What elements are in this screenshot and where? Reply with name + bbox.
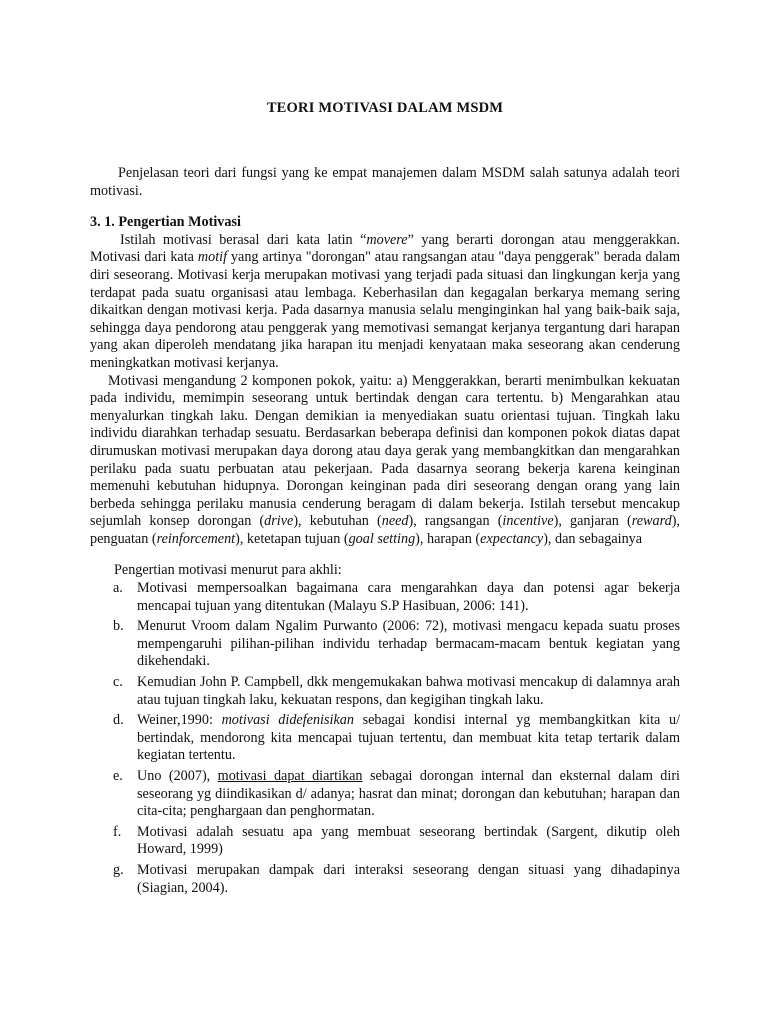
document-title: TEORI MOTIVASI DALAM MSDM (266, 100, 504, 116)
section-heading: 3. 1. Pengertian Motivasi (90, 214, 241, 231)
definition-item-a: a. Motivasi mempersoalkan bagaimana cara mengarahkan daya dan potensi agar bekerja mencapai tujuan yang ditentukan (Malayu S.P Hasibuan, 2006: 141). (113, 580, 680, 614)
definition-item-g: g. Motivasi merupakan dampak dari interaksi seseorang dengan situasi yang dihadapinya (Siagian, 2004). (113, 861, 680, 896)
definition-item-f: f. Motivasi adalah sesuatu apa yang membuat seseorang bertindak (Sargent, dikutip oleh Howard, 1999) (113, 823, 680, 858)
intro-paragraph: Penjelasan teori dari fungsi yang ke empat manajemen dalam MSDM salah satunya adalah teori motivasi. (90, 165, 680, 199)
definition-item-b: b. Menurut Vroom dalam Ngalim Purwanto (2006: 72), motivasi mengacu kepada suatu proses mempengaruhi pilihan-pilihan individu terhadap bermacam-macam bentuk kegiatan yang dikehendaki. (113, 618, 680, 670)
paragraph-definition: Istilah motivasi berasal dari kata latin “movere” yang berarti dorongan atau menggerakkan. Motivasi dari kata motif yang artinya "dorongan" atau rangsangan atau "daya penggerak" berada dalam diri seseorang. Motivasi kerja merupakan motivasi yang terjadi pada situasi dan lingkungan kerja yang terdapat pada suatu organisasi atau lembaga. Keberhasilan dan kegagalan berkarya memang sering dikaitkan dengan motivasi kerja. Pada dasarnya manusia selalu menginginkan hal yang baik-baik saja, sehingga daya pendorong atau penggerak yang memotivasi semangat kerjanya tergantung dari harapan yang akan diperoleh mendatang jika harapan itu menjadi kenyataan maka seseorang akan cenderung meningkatkan motivasi kerjanya. (90, 231, 680, 371)
definitions-list (90, 580, 680, 897)
definition-item-e: e. Uno (2007), motivasi dapat diartikan sebagai dorongan internal dan eksternal dalam diri seseorang yg diindikasikan d/ adanya; hasrat dan minat; dorongan dan kebutuhan; harapan dan cita-cita; penghargaan dan penghormatan. (113, 768, 680, 820)
definition-item-d: d. Weiner,1990: motivasi didefenisikan sebagai kondisi internal yg membangkitkan kita u/ bertindak, mendorong kita mencapai tujuan tertentu, dan membuat kita tetap tertarik dalam kegiatan tertentu. (113, 712, 681, 764)
paragraph-components: Motivasi mengandung 2 komponen pokok, yaitu: a) Menggerakkan, berarti menimbulkan kekuatan pada individu, memimpin seseorang untuk bertindak dengan cara tertentu. b) Mengarahkan atau menyalurkan tingkah laku. Dengan demikian ia menyediakan suatu orientasi tujuan. Tingkah laku individu diarahkan terhadap sesuatu. Berdasarkan beberapa definisi dan komponen pokok diatas dapat dirumuskan motivasi merupakan daya dorong atau daya gerak yang membangkitkan dan mengarahkan perilaku pada suatu perbuatan atau pekerjaan. Pada dasarnya seorang bekerja karena keinginan memenuhi kebutuhan hidupnya. Dorongan keinginan pada diri seseorang dengan orang yang lain berbeda sehingga perilaku manusia cenderung beragam di dalam bekerja. Istilah tersebut mencakup sejumlah konsep dorongan (drive), kebutuhan (need), rangsangan (incentive), ganjaran (reward), penguatan (reinforcement), ketetapan tujuan (goal setting), harapan (expectancy), dan sebagainya (90, 372, 680, 547)
document-page (90, 100, 680, 900)
definitions-intro: Pengertian motivasi menurut para akhli: (114, 562, 342, 579)
definition-item-c: c. Kemudian John P. Campbell, dkk mengemukakan bahwa motivasi mencakup di dalamnya arah atau tujuan tingkah laku, kekuatan respons, dan kegigihan tingkah laku. (113, 674, 680, 708)
